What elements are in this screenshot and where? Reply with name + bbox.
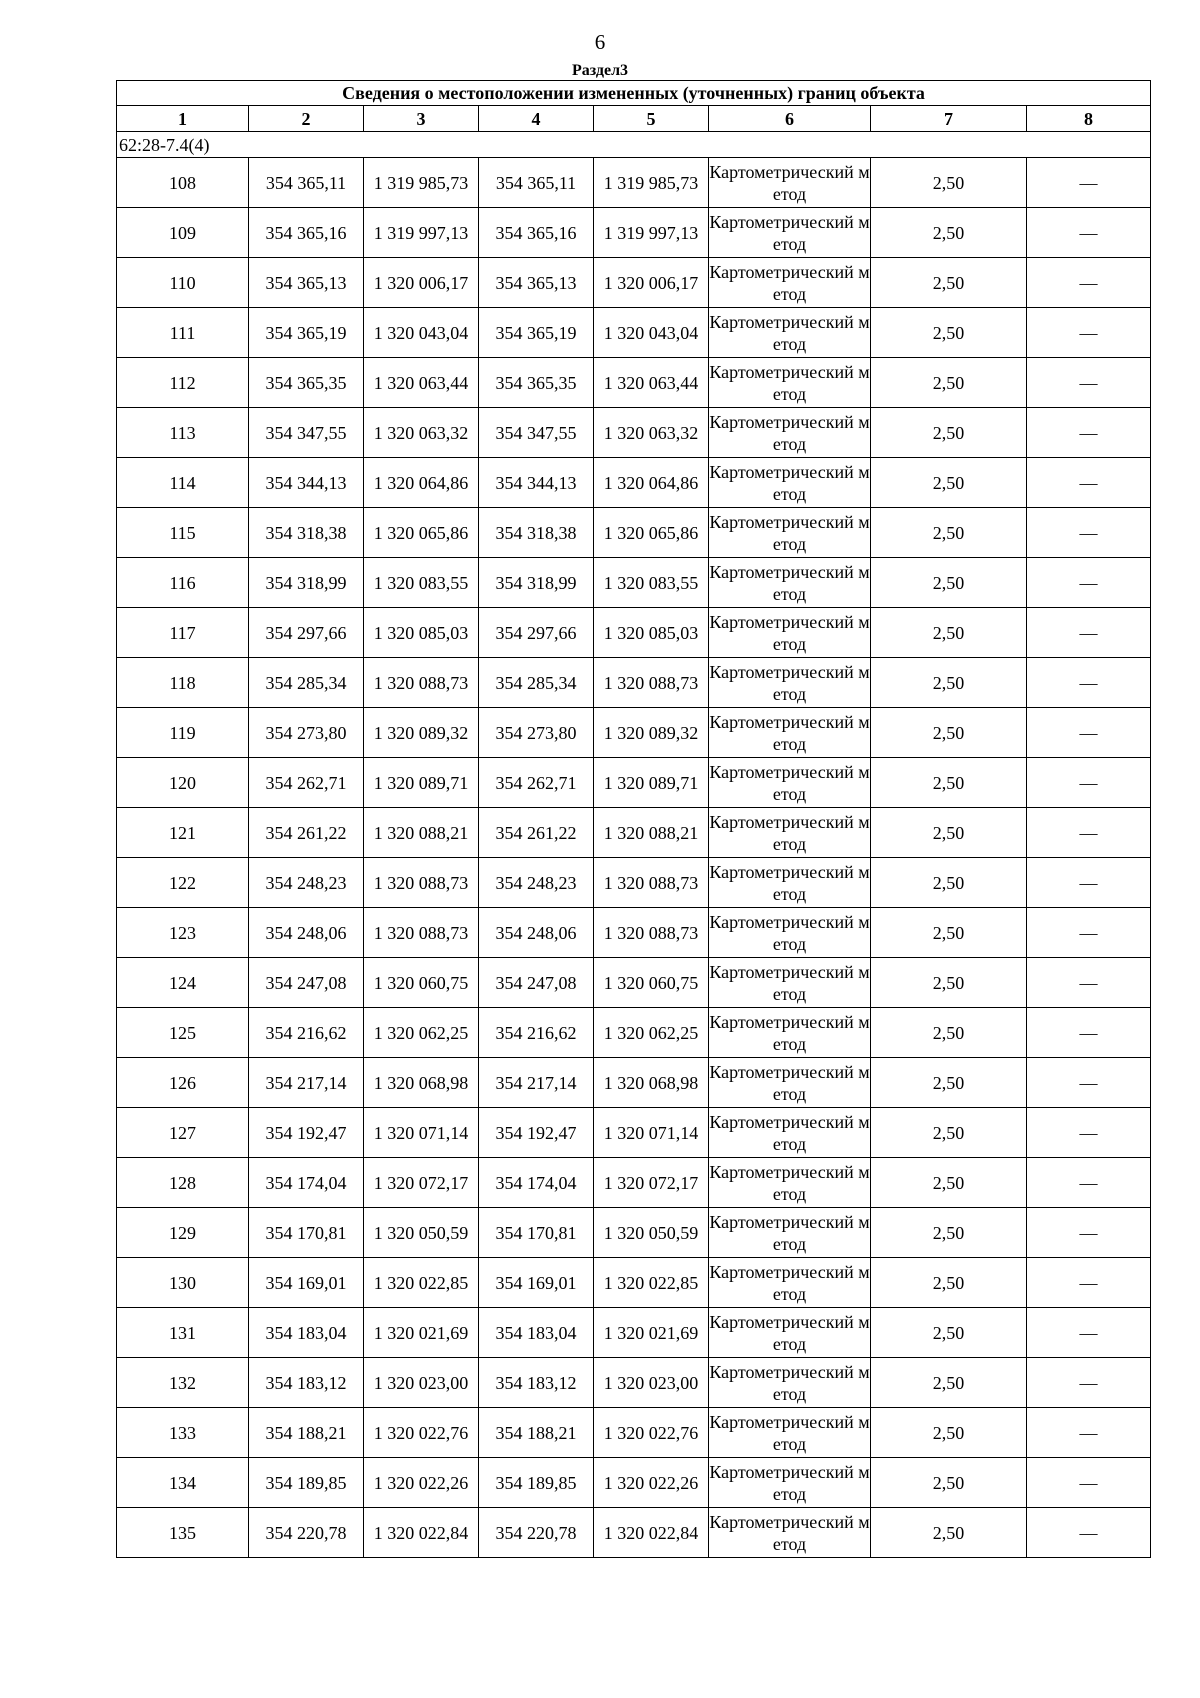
table-row	[117, 1008, 1151, 1058]
y-existing-cell: 1 320 063,44	[364, 358, 479, 408]
method-cell: Картометрический метод	[709, 358, 871, 408]
x-existing-cell: 354 365,35	[249, 358, 364, 408]
accuracy-cell: 2,50	[871, 158, 1027, 208]
note-dash-cell: —	[1027, 558, 1151, 608]
y-existing-cell: 1 319 997,13	[364, 208, 479, 258]
y-refined-cell: 1 320 088,73	[594, 658, 709, 708]
table-row	[117, 1208, 1151, 1258]
method-cell: Картометрический метод	[709, 808, 871, 858]
x-existing-cell: 354 318,99	[249, 558, 364, 608]
point-number-cell: 113	[117, 408, 249, 458]
x-refined-cell: 354 247,08	[479, 958, 594, 1008]
y-existing-cell: 1 319 985,73	[364, 158, 479, 208]
y-existing-cell: 1 320 063,32	[364, 408, 479, 458]
note-dash-cell: —	[1027, 1058, 1151, 1108]
table-row	[117, 1058, 1151, 1108]
accuracy-cell: 2,50	[871, 1208, 1027, 1258]
x-existing-cell: 354 220,78	[249, 1508, 364, 1558]
x-existing-cell: 354 188,21	[249, 1408, 364, 1458]
y-refined-cell: 1 320 022,76	[594, 1408, 709, 1458]
x-existing-cell: 354 262,71	[249, 758, 364, 808]
note-dash-cell: —	[1027, 1408, 1151, 1458]
method-cell: Картометрический метод	[709, 1058, 871, 1108]
y-refined-cell: 1 320 089,32	[594, 708, 709, 758]
x-existing-cell: 354 183,12	[249, 1358, 364, 1408]
y-existing-cell: 1 320 085,03	[364, 608, 479, 658]
accuracy-cell: 2,50	[871, 1408, 1027, 1458]
x-existing-cell: 354 285,34	[249, 658, 364, 708]
table-row	[117, 808, 1151, 858]
accuracy-cell: 2,50	[871, 1458, 1027, 1508]
x-refined-cell: 354 365,19	[479, 308, 594, 358]
y-refined-cell: 1 320 088,21	[594, 808, 709, 858]
method-cell: Картометрический метод	[709, 1158, 871, 1208]
point-number-cell: 125	[117, 1008, 249, 1058]
point-number-cell: 108	[117, 158, 249, 208]
x-existing-cell: 354 365,11	[249, 158, 364, 208]
note-dash-cell: —	[1027, 508, 1151, 558]
x-refined-cell: 354 285,34	[479, 658, 594, 708]
table-row	[117, 1508, 1151, 1558]
y-refined-cell: 1 320 089,71	[594, 758, 709, 808]
x-refined-cell: 354 344,13	[479, 458, 594, 508]
y-existing-cell: 1 320 068,98	[364, 1058, 479, 1108]
x-existing-cell: 354 261,22	[249, 808, 364, 858]
point-number-cell: 131	[117, 1308, 249, 1358]
note-dash-cell: —	[1027, 358, 1151, 408]
column-number: 8	[1027, 106, 1151, 132]
note-dash-cell: —	[1027, 308, 1151, 358]
method-cell: Картометрический метод	[709, 908, 871, 958]
column-number-row	[117, 106, 1151, 132]
accuracy-cell: 2,50	[871, 1258, 1027, 1308]
point-number-cell: 123	[117, 908, 249, 958]
y-refined-cell: 1 320 021,69	[594, 1308, 709, 1358]
note-dash-cell: —	[1027, 958, 1151, 1008]
x-existing-cell: 354 365,13	[249, 258, 364, 308]
note-dash-cell: —	[1027, 708, 1151, 758]
y-existing-cell: 1 320 022,85	[364, 1258, 479, 1308]
table-row	[117, 308, 1151, 358]
note-dash-cell: —	[1027, 1008, 1151, 1058]
note-dash-cell: —	[1027, 1358, 1151, 1408]
table-caption-row	[117, 81, 1151, 106]
y-refined-cell: 1 320 083,55	[594, 558, 709, 608]
note-dash-cell: —	[1027, 208, 1151, 258]
accuracy-cell: 2,50	[871, 1058, 1027, 1108]
y-refined-cell: 1 320 064,86	[594, 458, 709, 508]
method-cell: Картометрический метод	[709, 858, 871, 908]
accuracy-cell: 2,50	[871, 608, 1027, 658]
y-existing-cell: 1 320 083,55	[364, 558, 479, 608]
y-existing-cell: 1 320 021,69	[364, 1308, 479, 1358]
x-existing-cell: 354 297,66	[249, 608, 364, 658]
method-cell: Картометрический метод	[709, 1258, 871, 1308]
point-number-cell: 112	[117, 358, 249, 408]
x-refined-cell: 354 170,81	[479, 1208, 594, 1258]
note-dash-cell: —	[1027, 1208, 1151, 1258]
note-dash-cell: —	[1027, 258, 1151, 308]
table-row	[117, 358, 1151, 408]
y-refined-cell: 1 320 006,17	[594, 258, 709, 308]
table-row	[117, 1158, 1151, 1208]
point-number-cell: 118	[117, 658, 249, 708]
note-dash-cell: —	[1027, 458, 1151, 508]
x-refined-cell: 354 183,04	[479, 1308, 594, 1358]
table-row	[117, 408, 1151, 458]
accuracy-cell: 2,50	[871, 808, 1027, 858]
method-cell: Картометрический метод	[709, 1308, 871, 1358]
y-existing-cell: 1 320 022,26	[364, 1458, 479, 1508]
accuracy-cell: 2,50	[871, 558, 1027, 608]
y-existing-cell: 1 320 089,71	[364, 758, 479, 808]
y-refined-cell: 1 320 085,03	[594, 608, 709, 658]
column-number: 6	[709, 106, 871, 132]
x-refined-cell: 354 365,16	[479, 208, 594, 258]
table-row	[117, 708, 1151, 758]
note-dash-cell: —	[1027, 608, 1151, 658]
method-cell: Картометрический метод	[709, 758, 871, 808]
accuracy-cell: 2,50	[871, 658, 1027, 708]
y-refined-cell: 1 320 065,86	[594, 508, 709, 558]
y-existing-cell: 1 320 088,73	[364, 858, 479, 908]
point-number-cell: 134	[117, 1458, 249, 1508]
method-cell: Картометрический метод	[709, 308, 871, 358]
column-number: 1	[117, 106, 249, 132]
table-row	[117, 958, 1151, 1008]
y-existing-cell: 1 320 071,14	[364, 1108, 479, 1158]
y-refined-cell: 1 320 088,73	[594, 908, 709, 958]
y-refined-cell: 1 320 072,17	[594, 1158, 709, 1208]
accuracy-cell: 2,50	[871, 408, 1027, 458]
accuracy-cell: 2,50	[871, 1308, 1027, 1358]
table-row	[117, 758, 1151, 808]
x-existing-cell: 354 273,80	[249, 708, 364, 758]
note-dash-cell: —	[1027, 1158, 1151, 1208]
method-cell: Картометрический метод	[709, 1508, 871, 1558]
y-refined-cell: 1 320 088,73	[594, 858, 709, 908]
section-label: Раздел3	[571, 62, 629, 79]
y-refined-cell: 1 320 050,59	[594, 1208, 709, 1258]
point-number-cell: 116	[117, 558, 249, 608]
y-refined-cell: 1 320 043,04	[594, 308, 709, 358]
note-dash-cell: —	[1027, 1258, 1151, 1308]
x-refined-cell: 354 297,66	[479, 608, 594, 658]
table-row	[117, 458, 1151, 508]
method-cell: Картометрический метод	[709, 1208, 871, 1258]
accuracy-cell: 2,50	[871, 708, 1027, 758]
point-number-cell: 114	[117, 458, 249, 508]
method-cell: Картометрический метод	[709, 658, 871, 708]
table-row	[117, 208, 1151, 258]
x-existing-cell: 354 183,04	[249, 1308, 364, 1358]
accuracy-cell: 2,50	[871, 1358, 1027, 1408]
point-number-cell: 115	[117, 508, 249, 558]
x-refined-cell: 354 273,80	[479, 708, 594, 758]
method-cell: Картометрический метод	[709, 1108, 871, 1158]
x-refined-cell: 354 365,11	[479, 158, 594, 208]
x-refined-cell: 354 192,47	[479, 1108, 594, 1158]
note-dash-cell: —	[1027, 408, 1151, 458]
point-number-cell: 119	[117, 708, 249, 758]
table-row	[117, 1358, 1151, 1408]
x-refined-cell: 354 217,14	[479, 1058, 594, 1108]
table-row	[117, 508, 1151, 558]
y-existing-cell: 1 320 072,17	[364, 1158, 479, 1208]
y-refined-cell: 1 319 997,13	[594, 208, 709, 258]
y-existing-cell: 1 320 023,00	[364, 1358, 479, 1408]
table-row	[117, 1258, 1151, 1308]
accuracy-cell: 2,50	[871, 358, 1027, 408]
point-number-cell: 120	[117, 758, 249, 808]
table-row	[117, 858, 1151, 908]
y-existing-cell: 1 320 050,59	[364, 1208, 479, 1258]
y-existing-cell: 1 320 089,32	[364, 708, 479, 758]
point-number-cell: 135	[117, 1508, 249, 1558]
y-existing-cell: 1 320 060,75	[364, 958, 479, 1008]
note-dash-cell: —	[1027, 758, 1151, 808]
accuracy-cell: 2,50	[871, 258, 1027, 308]
x-existing-cell: 354 217,14	[249, 1058, 364, 1108]
point-number-cell: 126	[117, 1058, 249, 1108]
x-existing-cell: 354 347,55	[249, 408, 364, 458]
x-refined-cell: 354 365,13	[479, 258, 594, 308]
x-refined-cell: 354 248,06	[479, 908, 594, 958]
accuracy-cell: 2,50	[871, 858, 1027, 908]
y-refined-cell: 1 320 068,98	[594, 1058, 709, 1108]
x-refined-cell: 354 347,55	[479, 408, 594, 458]
method-cell: Картометрический метод	[709, 1008, 871, 1058]
column-number: 5	[594, 106, 709, 132]
method-cell: Картометрический метод	[709, 408, 871, 458]
method-cell: Картометрический метод	[709, 508, 871, 558]
x-existing-cell: 354 216,62	[249, 1008, 364, 1058]
y-refined-cell: 1 320 022,26	[594, 1458, 709, 1508]
column-number: 2	[249, 106, 364, 132]
x-existing-cell: 354 247,08	[249, 958, 364, 1008]
y-existing-cell: 1 320 065,86	[364, 508, 479, 558]
x-existing-cell: 354 318,38	[249, 508, 364, 558]
note-dash-cell: —	[1027, 858, 1151, 908]
note-dash-cell: —	[1027, 1508, 1151, 1558]
column-number: 7	[871, 106, 1027, 132]
x-existing-cell: 354 248,23	[249, 858, 364, 908]
point-number-cell: 121	[117, 808, 249, 858]
x-existing-cell: 354 189,85	[249, 1458, 364, 1508]
y-refined-cell: 1 320 023,00	[594, 1358, 709, 1408]
y-existing-cell: 1 320 064,86	[364, 458, 479, 508]
method-cell: Картометрический метод	[709, 1408, 871, 1458]
x-existing-cell: 354 169,01	[249, 1258, 364, 1308]
y-refined-cell: 1 320 022,85	[594, 1258, 709, 1308]
accuracy-cell: 2,50	[871, 908, 1027, 958]
accuracy-cell: 2,50	[871, 1008, 1027, 1058]
accuracy-cell: 2,50	[871, 758, 1027, 808]
x-existing-cell: 354 192,47	[249, 1108, 364, 1158]
y-refined-cell: 1 320 062,25	[594, 1008, 709, 1058]
method-cell: Картометрический метод	[709, 258, 871, 308]
object-id: 62:28-7.4(4)	[117, 132, 1151, 158]
y-refined-cell: 1 319 985,73	[594, 158, 709, 208]
y-existing-cell: 1 320 006,17	[364, 258, 479, 308]
x-refined-cell: 354 220,78	[479, 1508, 594, 1558]
table-row	[117, 1108, 1151, 1158]
y-existing-cell: 1 320 022,76	[364, 1408, 479, 1458]
y-refined-cell: 1 320 071,14	[594, 1108, 709, 1158]
point-number-cell: 111	[117, 308, 249, 358]
accuracy-cell: 2,50	[871, 308, 1027, 358]
point-number-cell: 110	[117, 258, 249, 308]
point-number-cell: 130	[117, 1258, 249, 1308]
note-dash-cell: —	[1027, 1458, 1151, 1508]
table-row	[117, 1408, 1151, 1458]
x-refined-cell: 354 216,62	[479, 1008, 594, 1058]
accuracy-cell: 2,50	[871, 458, 1027, 508]
y-refined-cell: 1 320 022,84	[594, 1508, 709, 1558]
x-existing-cell: 354 365,16	[249, 208, 364, 258]
method-cell: Картометрический метод	[709, 558, 871, 608]
x-refined-cell: 354 174,04	[479, 1158, 594, 1208]
y-refined-cell: 1 320 060,75	[594, 958, 709, 1008]
x-refined-cell: 354 189,85	[479, 1458, 594, 1508]
table-row	[117, 1308, 1151, 1358]
y-refined-cell: 1 320 063,44	[594, 358, 709, 408]
x-refined-cell: 354 188,21	[479, 1408, 594, 1458]
object-id-row	[117, 132, 1151, 158]
accuracy-cell: 2,50	[871, 1108, 1027, 1158]
y-refined-cell: 1 320 063,32	[594, 408, 709, 458]
point-number-cell: 117	[117, 608, 249, 658]
table-body	[117, 81, 1151, 1558]
note-dash-cell: —	[1027, 908, 1151, 958]
y-existing-cell: 1 320 022,84	[364, 1508, 479, 1558]
table-row	[117, 158, 1151, 208]
x-existing-cell: 354 170,81	[249, 1208, 364, 1258]
note-dash-cell: —	[1027, 808, 1151, 858]
method-cell: Картометрический метод	[709, 1458, 871, 1508]
x-existing-cell: 354 174,04	[249, 1158, 364, 1208]
method-cell: Картометрический метод	[709, 158, 871, 208]
x-refined-cell: 354 248,23	[479, 858, 594, 908]
point-number-cell: 109	[117, 208, 249, 258]
y-existing-cell: 1 320 088,21	[364, 808, 479, 858]
y-existing-cell: 1 320 062,25	[364, 1008, 479, 1058]
method-cell: Картометрический метод	[709, 958, 871, 1008]
accuracy-cell: 2,50	[871, 958, 1027, 1008]
y-existing-cell: 1 320 088,73	[364, 658, 479, 708]
column-number: 3	[364, 106, 479, 132]
accuracy-cell: 2,50	[871, 208, 1027, 258]
note-dash-cell: —	[1027, 1108, 1151, 1158]
x-refined-cell: 354 318,38	[479, 508, 594, 558]
accuracy-cell: 2,50	[871, 1508, 1027, 1558]
x-refined-cell: 354 262,71	[479, 758, 594, 808]
method-cell: Картометрический метод	[709, 1358, 871, 1408]
x-existing-cell: 354 344,13	[249, 458, 364, 508]
x-refined-cell: 354 183,12	[479, 1358, 594, 1408]
table-row	[117, 658, 1151, 708]
x-existing-cell: 354 248,06	[249, 908, 364, 958]
table-caption: Сведения о местоположении измененных (уточненных) границ объекта	[117, 81, 1151, 106]
y-existing-cell: 1 320 043,04	[364, 308, 479, 358]
method-cell: Картометрический метод	[709, 708, 871, 758]
method-cell: Картометрический метод	[709, 608, 871, 658]
x-refined-cell: 354 169,01	[479, 1258, 594, 1308]
note-dash-cell: —	[1027, 658, 1151, 708]
point-number-cell: 129	[117, 1208, 249, 1258]
x-refined-cell: 354 261,22	[479, 808, 594, 858]
accuracy-cell: 2,50	[871, 508, 1027, 558]
point-number-cell: 124	[117, 958, 249, 1008]
column-number: 4	[479, 106, 594, 132]
note-dash-cell: —	[1027, 158, 1151, 208]
table-row	[117, 1458, 1151, 1508]
x-existing-cell: 354 365,19	[249, 308, 364, 358]
x-refined-cell: 354 365,35	[479, 358, 594, 408]
method-cell: Картометрический метод	[709, 458, 871, 508]
page-number: 6	[594, 30, 606, 54]
table-row	[117, 558, 1151, 608]
method-cell: Картометрический метод	[709, 208, 871, 258]
point-number-cell: 133	[117, 1408, 249, 1458]
point-number-cell: 127	[117, 1108, 249, 1158]
point-number-cell: 128	[117, 1158, 249, 1208]
x-refined-cell: 354 318,99	[479, 558, 594, 608]
boundary-table	[116, 80, 1151, 1558]
point-number-cell: 132	[117, 1358, 249, 1408]
note-dash-cell: —	[1027, 1308, 1151, 1358]
point-number-cell: 122	[117, 858, 249, 908]
table-row	[117, 908, 1151, 958]
table-row	[117, 608, 1151, 658]
y-existing-cell: 1 320 088,73	[364, 908, 479, 958]
table-row	[117, 258, 1151, 308]
accuracy-cell: 2,50	[871, 1158, 1027, 1208]
